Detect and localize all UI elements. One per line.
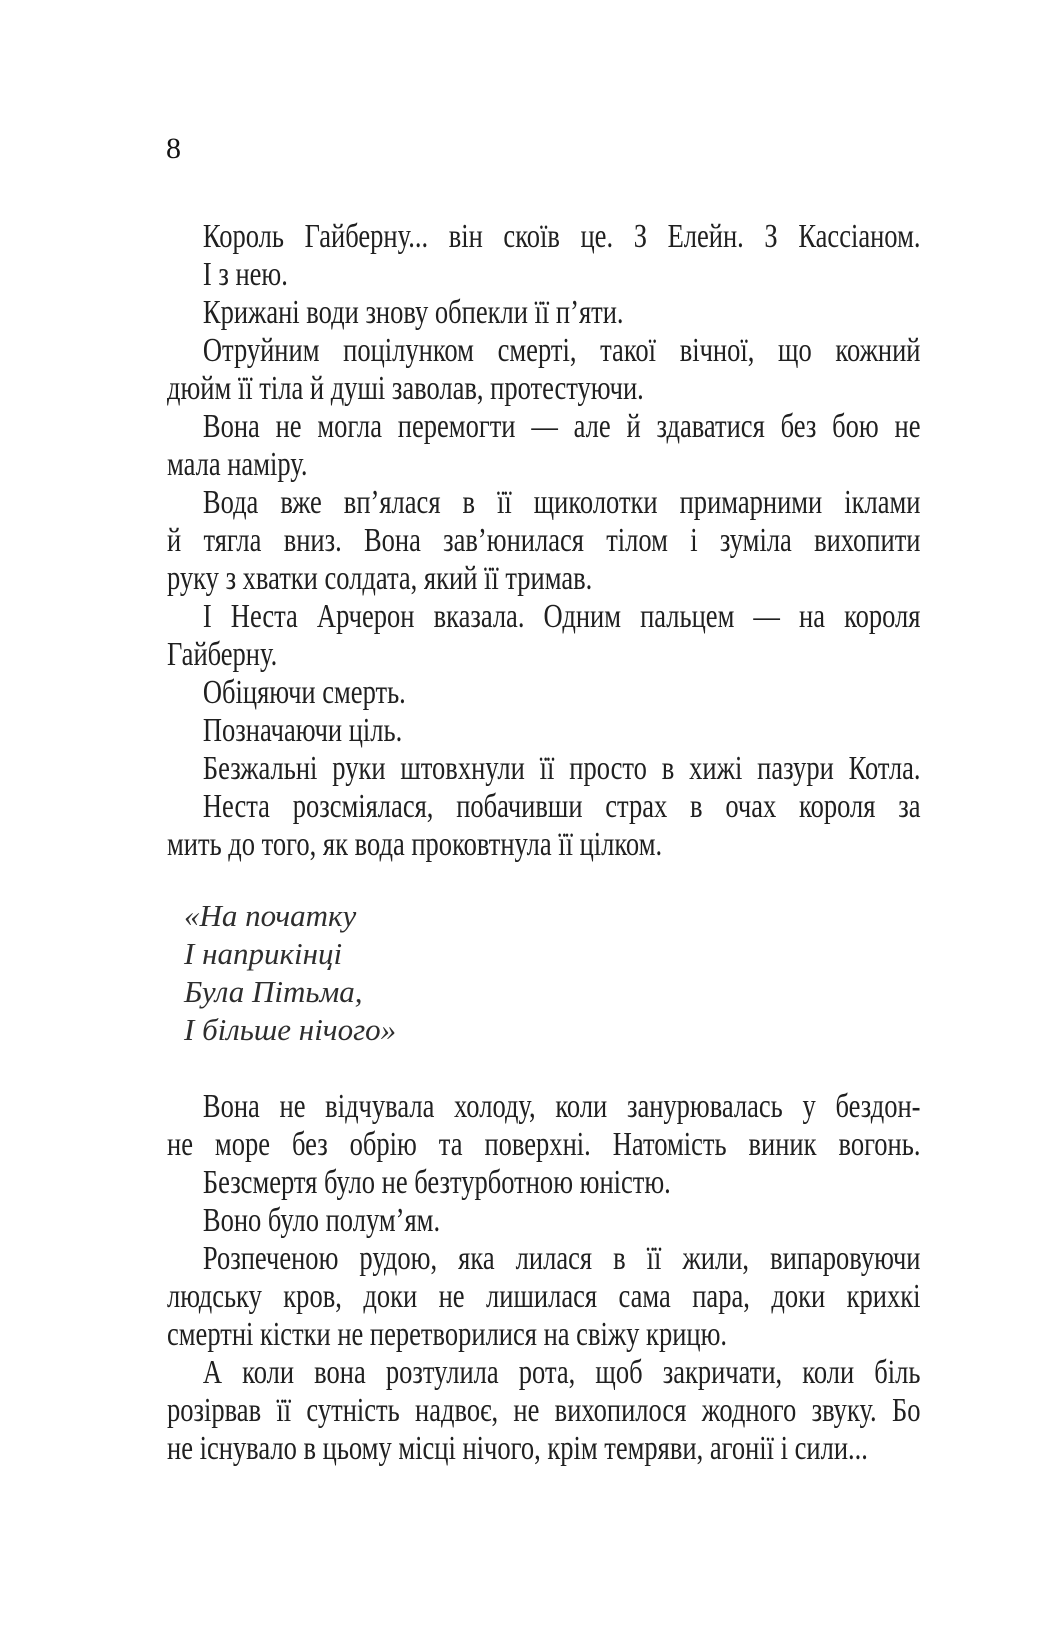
text-line: смертні кістки не перетворилися на свіжу крицю. [167, 1316, 728, 1353]
prose-block-1 [167, 218, 920, 864]
text-line: розірвав її сутність надвоє, не вихопилося жодного звуку. Бо [167, 1392, 921, 1429]
text-line: І Неста Арчерон вказала. Одним пальцем — на короля [202, 598, 921, 635]
text-line: Безсмертя було не безтурботною юністю. [202, 1164, 671, 1201]
text-line: Безжальні руки штовхнули її просто в хижі пазури Котла. [202, 750, 921, 787]
text-line: Вода вже вп’ялася в її щиколотки примарними іклами [202, 484, 921, 521]
text-line: «На початку [184, 898, 357, 933]
text-line: мить до того, як вода проковтнула її цілком. [167, 826, 663, 863]
text-line: І більше нічого» [184, 1012, 397, 1047]
text-line: й тягла вниз. Вона зав’юнилася тілом і зуміла вихопити [167, 522, 921, 559]
text-line: Гайберну. [167, 636, 278, 673]
text-line: Була Пітьма, [184, 974, 363, 1009]
text-line: мала наміру. [167, 446, 308, 483]
text-line: дюйм її тіла й душі заволав, протестуючи. [167, 370, 644, 407]
text-line: Король Гайберну... він скоїв це. З Елейн. З Кассіаном. [202, 218, 921, 255]
text-line: Позначаючи ціль. [202, 712, 403, 749]
text-line: І наприкінці [184, 936, 343, 971]
text-line: А коли вона розтулила рота, щоб закричати, коли біль [202, 1354, 921, 1391]
text-line: Воно було полум’ям. [202, 1202, 441, 1239]
verse-quote [184, 897, 396, 1049]
text-line: Неста розсміялася, побачивши страх в очах короля за [202, 788, 921, 825]
text-line: Отруйним поцілунком смерті, такої вічної, що кожний [202, 332, 921, 369]
prose-block-2 [167, 1088, 920, 1468]
text-line: Розпеченою рудою, яка лилася в її жили, випаровуючи [202, 1240, 921, 1277]
text-line: руку з хватки солдата, який її тримав. [167, 560, 593, 597]
text-line: не існувало в цьому місці нічого, крім темряви, агонії і сили... [167, 1430, 868, 1467]
text-line: І з нею. [202, 256, 288, 293]
text-line: людську кров, доки не лишилася сама пара, доки крихкі [167, 1278, 921, 1315]
text-line: Вона не могла перемогти — але й здаватися без бою не [202, 408, 921, 445]
text-line: Крижані води знову обпекли її п’яти. [202, 294, 624, 331]
text-line: не море без обрію та поверхні. Натомість виник вогонь. [167, 1126, 921, 1163]
text-line: Обіцяючи смерть. [202, 674, 406, 711]
text-line: Вона не відчувала холоду, коли занурювалась у бездон- [202, 1088, 921, 1125]
page-number: 8 [166, 132, 181, 165]
